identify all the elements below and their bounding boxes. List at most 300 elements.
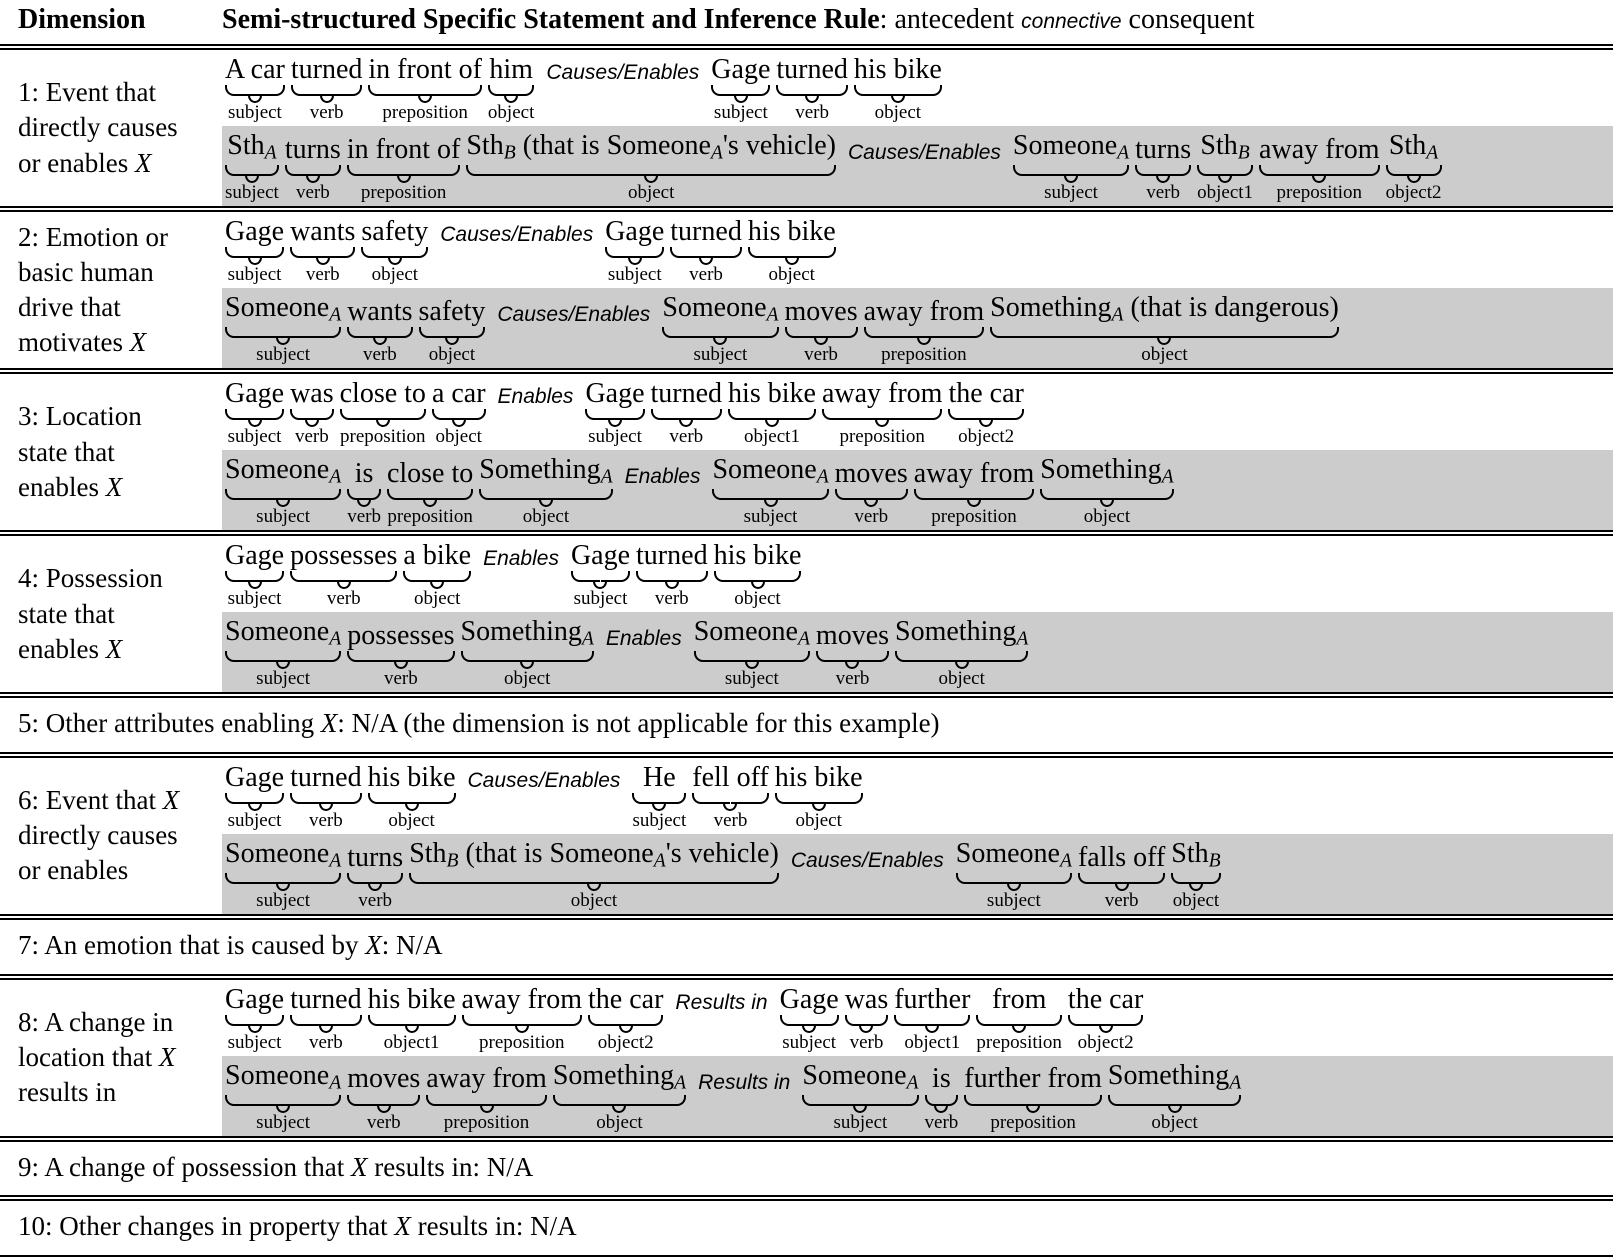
math-variable-x: X (129, 327, 147, 358)
row-divider (0, 368, 1613, 374)
underbrace-icon (347, 651, 454, 662)
connective-text: Results in (675, 990, 768, 1014)
chunk-text: Someone$_A$ (802, 1059, 919, 1094)
statement-line (222, 763, 1613, 832)
chunk-text: away from (1259, 133, 1380, 165)
underbrace-icon (225, 793, 284, 804)
phrase-chunk-object2 (948, 379, 1023, 448)
subscript: A (710, 142, 723, 164)
inference-rule (222, 126, 1613, 206)
statement-line (222, 839, 1613, 912)
phrase-chunk-verb (291, 55, 363, 124)
phrase-chunk-object2 (1386, 131, 1442, 204)
chunk-role-label: verb (308, 810, 343, 832)
chunk-role-label: object (734, 588, 781, 610)
underbrace-icon (225, 247, 284, 258)
underbrace-icon (694, 651, 810, 662)
dimension-line: results in (18, 1077, 117, 1108)
connective-text: Causes/Enables (847, 140, 1001, 164)
chunk-role-label: verb (795, 102, 830, 124)
underbrace-icon (714, 571, 802, 582)
underbrace-icon (432, 409, 486, 420)
subscript: A (329, 1072, 342, 1094)
chunk-role-label: object (428, 344, 476, 366)
math-variable-x: X (105, 471, 123, 502)
statement-line (222, 617, 1613, 690)
statement-cell (222, 758, 1613, 914)
chunk-text: turned (290, 54, 363, 85)
chunk-role-label: verb (1104, 890, 1139, 912)
chunk-text: away from (461, 983, 583, 1015)
phrase-chunk-object (714, 541, 802, 610)
underbrace-icon (854, 85, 942, 96)
math-variable-x: X (350, 1151, 368, 1182)
math-variable-x: X (394, 1211, 411, 1242)
chunk-text: turned (650, 378, 723, 410)
specific-statement (222, 212, 1613, 288)
phrase-chunk-object (775, 763, 863, 832)
chunk-text: falls off (1077, 841, 1166, 873)
phrase-chunk-subject (225, 217, 284, 286)
specific-statement (222, 50, 1613, 126)
subscript: A (600, 466, 613, 488)
chunk-role-label: verb (849, 1032, 884, 1054)
chunk-role-label: object (1141, 344, 1188, 366)
chunk-text: turned (776, 54, 848, 85)
phrase-chunk-subject (694, 617, 810, 690)
chunk-role-label: subject (256, 344, 310, 366)
phrase-chunk-subject (711, 55, 770, 124)
chunk-role-label: object1 (383, 1032, 440, 1054)
phrase-chunk-object (368, 763, 456, 832)
chunk-role-label: verb (804, 344, 838, 366)
chunk-text: Gage (225, 378, 285, 410)
dimension-line: or enables X (18, 147, 152, 178)
underbrace-icon (488, 85, 534, 96)
chunk-role-label: preposition (360, 182, 447, 204)
chunk-role-label: object (874, 102, 922, 124)
chunk-role-label: object1 (1197, 182, 1254, 204)
underbrace-icon (785, 327, 858, 338)
subscript: A (1059, 850, 1072, 872)
phrase-chunk-preposition (426, 1064, 547, 1133)
underbrace-icon (864, 327, 985, 338)
statement-cell (222, 212, 1613, 368)
statement-line (222, 131, 1613, 204)
subscript: A (797, 628, 810, 650)
chunk-text: safety (361, 216, 429, 248)
phrase-chunk-preposition (914, 459, 1035, 528)
underbrace-icon (290, 409, 334, 420)
underbrace-icon (585, 409, 644, 420)
underbrace-icon (361, 247, 428, 258)
statement-cell (222, 50, 1613, 206)
chunk-role-label: object1 (744, 426, 800, 448)
dimension-row-7 (0, 920, 1613, 974)
underbrace-icon (368, 85, 482, 96)
dimension-line: or enables (18, 855, 129, 886)
chunk-role-label: object1 (904, 1032, 961, 1054)
underbrace-icon (670, 247, 742, 258)
chunk-role-label: verb (383, 668, 418, 690)
underbrace-icon (780, 1015, 839, 1026)
connective-label (698, 1072, 790, 1134)
phrase-chunk-subject (662, 293, 778, 366)
statement-line (222, 1061, 1613, 1134)
underbrace-icon (845, 1015, 889, 1026)
subscript: A (329, 304, 342, 326)
chunk-text: is (354, 457, 374, 489)
underbrace-icon (748, 247, 836, 258)
underbrace-icon (479, 489, 612, 500)
statement-line (222, 55, 1613, 124)
subscript: A (1111, 304, 1124, 326)
chunk-text: further from (964, 1063, 1102, 1095)
header-rule (0, 44, 1613, 50)
header-main-label: Semi-structured Specific Statement and Inference Rule: antecedent connective consequent (222, 4, 1255, 35)
chunk-text: a bike (403, 540, 472, 572)
chunk-role-label: subject (256, 1111, 310, 1133)
underbrace-icon (290, 571, 397, 582)
chunk-role-label: subject (256, 668, 310, 690)
phrase-chunk-object (419, 297, 486, 366)
chunk-text: moves (815, 619, 890, 651)
chunk-text: Someone$_A$ (662, 292, 779, 326)
chunk-text: Someone$_A$ (225, 454, 342, 488)
phrase-chunk-subject (780, 985, 839, 1054)
chunk-text: his bike (728, 378, 816, 410)
chunk-text: fell off (692, 761, 769, 793)
dimension-row-6 (0, 758, 1613, 914)
phrase-chunk-subject (225, 293, 341, 366)
phrase-chunk-object (432, 379, 486, 448)
subscript: B (446, 850, 459, 872)
chunk-text: away from (913, 457, 1035, 489)
underbrace-icon (588, 1015, 663, 1026)
chunk-role-label: object (1151, 1111, 1198, 1133)
dimension-line: 3: Location (18, 401, 142, 432)
phrase-chunk-object1 (894, 985, 970, 1054)
underbrace-icon (571, 571, 630, 582)
underbrace-icon (822, 409, 943, 420)
underbrace-icon (419, 327, 486, 338)
chunk-role-label: preposition (340, 426, 426, 448)
phrase-chunk-object2 (1068, 985, 1143, 1054)
subscript: A (1161, 466, 1174, 488)
dimension-row-1 (0, 50, 1613, 206)
chunk-role-label: verb (835, 668, 870, 690)
underbrace-icon (894, 1015, 970, 1026)
phrase-chunk-subject (605, 217, 664, 286)
subscript: B (1208, 850, 1221, 872)
underbrace-icon (1135, 165, 1191, 176)
underbrace-icon (895, 651, 1028, 662)
chunk-role-label: subject (227, 264, 282, 286)
phrase-chunk-subject (225, 379, 284, 448)
phrase-chunk-subject (571, 541, 630, 610)
underbrace-icon (290, 793, 362, 804)
phrase-chunk-verb (347, 843, 403, 912)
connective-label (791, 850, 944, 912)
dimension-line: state that (18, 436, 115, 467)
chunk-text: moves (784, 295, 858, 327)
chunk-role-label: subject (607, 264, 662, 286)
chunk-text: moves (347, 1063, 421, 1095)
phrase-chunk-subject (225, 617, 341, 690)
subscript: A (581, 628, 594, 650)
subscript: A (1016, 628, 1029, 650)
chunk-role-label: preposition (976, 1032, 1062, 1054)
row-divider (0, 914, 1613, 920)
phrase-chunk-verb (290, 985, 362, 1054)
subscript: B (503, 142, 516, 164)
phrase-chunk-verb (290, 541, 397, 610)
chunk-text: away from (863, 295, 985, 327)
chunk-text: turned (290, 761, 362, 793)
chunk-text: Something$_A$ (552, 1059, 687, 1094)
chunk-text: close to (386, 457, 474, 489)
chunk-role-label: preposition (839, 426, 925, 448)
phrase-chunk-subject (225, 1061, 341, 1134)
chunk-text: moves (834, 457, 908, 489)
subscript: A (674, 1072, 687, 1094)
underbrace-icon (1108, 1095, 1241, 1106)
phrase-chunk-subject (225, 763, 284, 832)
chunk-role-label: preposition (387, 506, 473, 528)
subscript: A (329, 850, 342, 872)
phrase-chunk-verb (290, 217, 355, 286)
chunk-role-label: object (1172, 890, 1220, 912)
phrase-chunk-verb (290, 379, 334, 448)
underbrace-icon (225, 1015, 284, 1026)
phrase-chunk-subject (585, 379, 644, 448)
phrase-chunk-subject (632, 763, 686, 832)
phrase-chunk-verb (347, 1064, 420, 1133)
chunk-role-label: object (627, 182, 675, 204)
chunk-text: him (489, 54, 533, 85)
chunk-role-label: subject (713, 102, 768, 124)
chunk-role-label: object (371, 264, 419, 286)
phrase-chunk-preposition (462, 985, 583, 1054)
underbrace-icon (990, 327, 1339, 338)
phrase-chunk-verb (290, 763, 362, 832)
phrase-chunk-verb (636, 541, 708, 610)
phrase-chunk-object (1171, 839, 1220, 912)
connective-text: Causes/Enables (790, 848, 944, 872)
underbrace-icon (347, 1095, 420, 1106)
phrase-chunk-preposition (368, 55, 482, 124)
inference-rule (222, 450, 1613, 530)
chunk-role-label: subject (228, 102, 282, 124)
row-divider (0, 1195, 1613, 1201)
underbrace-icon (1013, 165, 1129, 176)
dimension-line: motivates X (18, 327, 147, 358)
specific-statement (222, 758, 1613, 834)
connective-text: Causes/Enables (440, 223, 594, 247)
chunk-text: Sth$_B$ (1200, 130, 1250, 164)
connective-label (546, 62, 699, 124)
dimension-line: directly causes (18, 820, 178, 851)
underbrace-icon (925, 1095, 959, 1106)
chunk-text: away from (821, 378, 943, 410)
phrase-chunk-subject (225, 985, 284, 1054)
phrase-chunk-object1 (368, 985, 456, 1054)
chunk-text: A car (225, 54, 285, 85)
underbrace-icon (466, 165, 836, 176)
chunk-role-label: subject (632, 810, 687, 832)
phrase-chunk-verb (816, 621, 889, 690)
chunk-text: Sth$_B$ (that is Someone$_A$'s vehicle) (466, 130, 836, 164)
chunk-text: turns (1135, 133, 1192, 165)
dimension-line: state that (18, 598, 115, 629)
row-divider (0, 530, 1613, 536)
subscript: A (264, 142, 277, 164)
chunk-role-label: preposition (443, 1111, 530, 1133)
header-consequent: consequent (1121, 4, 1255, 35)
phrase-chunk-verb (1135, 135, 1191, 204)
connective-label (848, 142, 1001, 204)
chunk-role-label: subject (743, 506, 798, 528)
chunk-text: turned (290, 983, 362, 1015)
dimension-line: 6: Event that X (18, 785, 180, 816)
phrase-chunk-verb (285, 135, 341, 204)
subscript: A (653, 850, 666, 872)
chunk-role-label: object2 (597, 1032, 654, 1054)
phrase-chunk-subject (712, 455, 828, 528)
subscript: A (906, 1072, 919, 1094)
underbrace-icon (225, 165, 279, 176)
phrase-chunk-object (479, 455, 612, 528)
chunk-role-label: verb (854, 506, 889, 528)
chunk-role-label: subject (256, 506, 310, 528)
chunk-text: Gage (225, 540, 285, 572)
chunk-role-label: object (768, 264, 815, 286)
phrase-chunk-preposition (964, 1064, 1102, 1133)
phrase-chunk-object (1040, 455, 1173, 528)
underbrace-icon (426, 1095, 547, 1106)
subscript: A (816, 466, 829, 488)
chunk-role-label: verb (309, 102, 344, 124)
phrase-chunk-preposition (340, 379, 426, 448)
math-variable-x: X (365, 929, 382, 960)
chunk-text: Someone$_A$ (225, 616, 342, 650)
dimension-row-4 (0, 536, 1613, 692)
dimension-row-10 (0, 1201, 1613, 1255)
underbrace-icon (632, 793, 686, 804)
phrase-chunk-object (1108, 1061, 1241, 1134)
chunk-text: turns (347, 841, 404, 873)
dimension-row-9 (0, 1142, 1613, 1196)
phrase-chunk-preposition (1259, 135, 1380, 204)
underbrace-icon (347, 873, 403, 884)
phrase-chunk-object (466, 131, 836, 204)
phrase-chunk-verb (347, 459, 381, 528)
header-connective: connective (1021, 10, 1122, 33)
chunk-role-label: verb (362, 344, 397, 366)
underbrace-icon (347, 165, 461, 176)
phrase-chunk-object (553, 1061, 686, 1134)
phrase-chunk-preposition (822, 379, 943, 448)
math-variable-x: X (158, 1042, 176, 1073)
chunk-text: wants (347, 295, 413, 327)
chunk-role-label: object2 (1077, 1032, 1134, 1054)
chunk-text: safety (418, 295, 486, 327)
chunk-text: turned (636, 540, 708, 572)
chunk-text: Something$_A$ (1040, 454, 1174, 488)
phrase-chunk-object (748, 217, 836, 286)
underbrace-icon (553, 1095, 686, 1106)
chunk-text: was (844, 983, 889, 1015)
underbrace-icon (605, 247, 664, 258)
statement-cell (222, 980, 1613, 1136)
phrase-chunk-object2 (588, 985, 663, 1054)
subscript: A (1229, 1072, 1242, 1094)
underbrace-icon (225, 571, 284, 582)
dimension-line: 4: Possession (18, 563, 163, 594)
phrase-chunk-subject (956, 839, 1072, 912)
underbrace-icon (1078, 873, 1165, 884)
underbrace-icon (1259, 165, 1380, 176)
underbrace-icon (290, 1015, 362, 1026)
underbrace-icon (816, 651, 889, 662)
chunk-role-label: object (938, 668, 985, 690)
chunk-role-label: subject (227, 1032, 282, 1054)
connective-text: Results in (698, 1070, 791, 1094)
chunk-text: Sth$_A$ (1388, 130, 1439, 164)
underbrace-icon (285, 165, 341, 176)
header-dimension-label: Dimension (18, 4, 146, 35)
chunk-text: his bike (713, 540, 802, 572)
chunk-role-label: object (522, 506, 570, 528)
chunk-role-label: verb (924, 1111, 959, 1133)
connective-text: Enables (483, 547, 559, 571)
dimension-row-2 (0, 212, 1613, 368)
chunk-role-label: object (414, 588, 461, 610)
chunk-text: Someone$_A$ (693, 616, 810, 650)
specific-statement (222, 536, 1613, 612)
statement-line (222, 455, 1613, 528)
phrase-chunk-subject (225, 131, 279, 204)
chunk-role-label: subject (782, 1032, 837, 1054)
underbrace-icon (290, 247, 355, 258)
phrase-chunk-object (895, 617, 1028, 690)
math-variable-x: X (105, 633, 123, 664)
chunk-text: He (643, 761, 676, 793)
dimension-line: drive that (18, 292, 121, 323)
phrase-chunk-verb (692, 763, 768, 832)
chunk-text: Someone$_A$ (225, 838, 342, 872)
chunk-role-label: subject (724, 668, 779, 690)
chunk-role-label: preposition (382, 102, 468, 124)
dimension-line: basic human (18, 256, 154, 287)
chunk-role-label: subject (588, 426, 642, 448)
underbrace-icon (225, 1095, 341, 1106)
connective-text: Causes/Enables (497, 303, 651, 327)
underbrace-icon (225, 327, 341, 338)
dimension-description (0, 374, 222, 530)
connective-label (483, 548, 559, 610)
chunk-role-label: subject (225, 182, 279, 204)
underbrace-icon (409, 873, 779, 884)
chunk-role-label: object (435, 426, 482, 448)
dimension-na-text: 7: An emotion that is caused by X: N/A (18, 929, 443, 960)
underbrace-icon (692, 793, 768, 804)
dimension-line: enables X (18, 471, 123, 502)
chunk-text: the car (1067, 983, 1144, 1015)
chunk-text: Gage (225, 761, 285, 793)
phrase-chunk-object (461, 617, 594, 690)
chunk-text: Something$_A$ (479, 454, 613, 488)
